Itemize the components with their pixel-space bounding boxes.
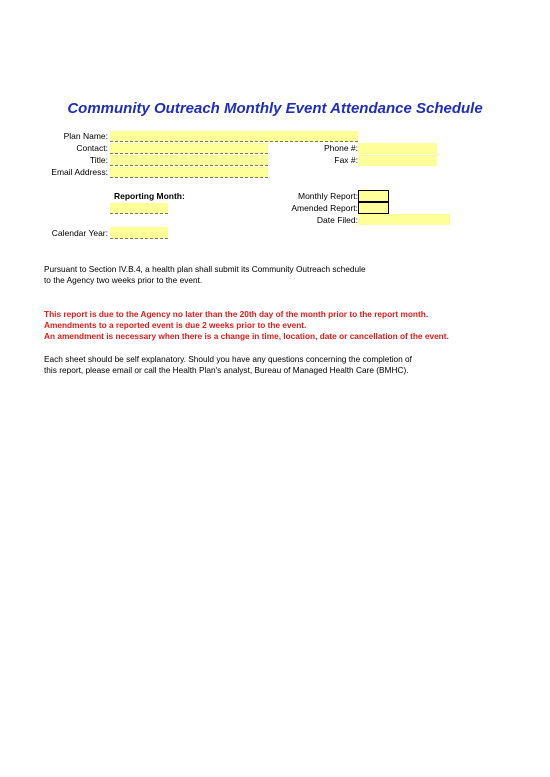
intro-line: Pursuant to Section IV.B.4, a health plan shall submit its Community Outreach schedule: [44, 264, 366, 274]
plan-name-field[interactable]: [110, 131, 358, 142]
fax-field[interactable]: [358, 155, 437, 166]
reporting-month-label: Reporting Month:: [114, 191, 185, 201]
monthly-report-checkbox[interactable]: [358, 190, 389, 202]
calendar-year-label: Calendar Year:: [51, 228, 108, 238]
email-address-field[interactable]: [110, 167, 268, 178]
plan-name-label: Plan Name:: [63, 131, 108, 141]
date-filed-field[interactable]: [358, 214, 450, 225]
closing-line: Each sheet should be self explanatory. Should you have any questions concerning the completion of: [44, 354, 412, 364]
fax-label: Fax #:: [334, 155, 358, 165]
warning-line: Amendments to a reported event is due 2 weeks prior to the event.: [44, 320, 307, 331]
amended-report-checkbox[interactable]: [358, 202, 389, 214]
title-label: Title:: [89, 155, 108, 165]
date-filed-label: Date Filed:: [316, 215, 358, 225]
amended-report-label: Amended Report:: [291, 203, 358, 213]
calendar-year-field[interactable]: [110, 227, 168, 239]
warning-line: An amendment is necessary when there is a change in time, location, date or cancellation of the event.: [44, 331, 449, 342]
page-title: Community Outreach Monthly Event Attendance Schedule: [67, 100, 483, 117]
contact-field[interactable]: [110, 143, 268, 154]
deadline-warning: [44, 309, 449, 343]
closing-paragraph: [44, 354, 412, 376]
title-field[interactable]: [110, 155, 268, 166]
phone-field[interactable]: [358, 143, 437, 154]
contact-label: Contact:: [76, 143, 108, 153]
phone-label: Phone #:: [323, 143, 358, 153]
warning-line: This report is due to the Agency no later than the 20th day of the month prior to the report month.: [44, 309, 429, 319]
email-address-label: Email Address:: [51, 167, 108, 177]
reporting-month-field[interactable]: [110, 203, 168, 214]
intro-line: to the Agency two weeks prior to the event.: [44, 275, 203, 286]
monthly-report-label: Monthly Report:: [298, 191, 358, 201]
intro-paragraph: [44, 264, 366, 286]
closing-line: this report, please email or call the Health Plan's analyst, Bureau of Managed Health Care (BMHC).: [44, 365, 409, 376]
